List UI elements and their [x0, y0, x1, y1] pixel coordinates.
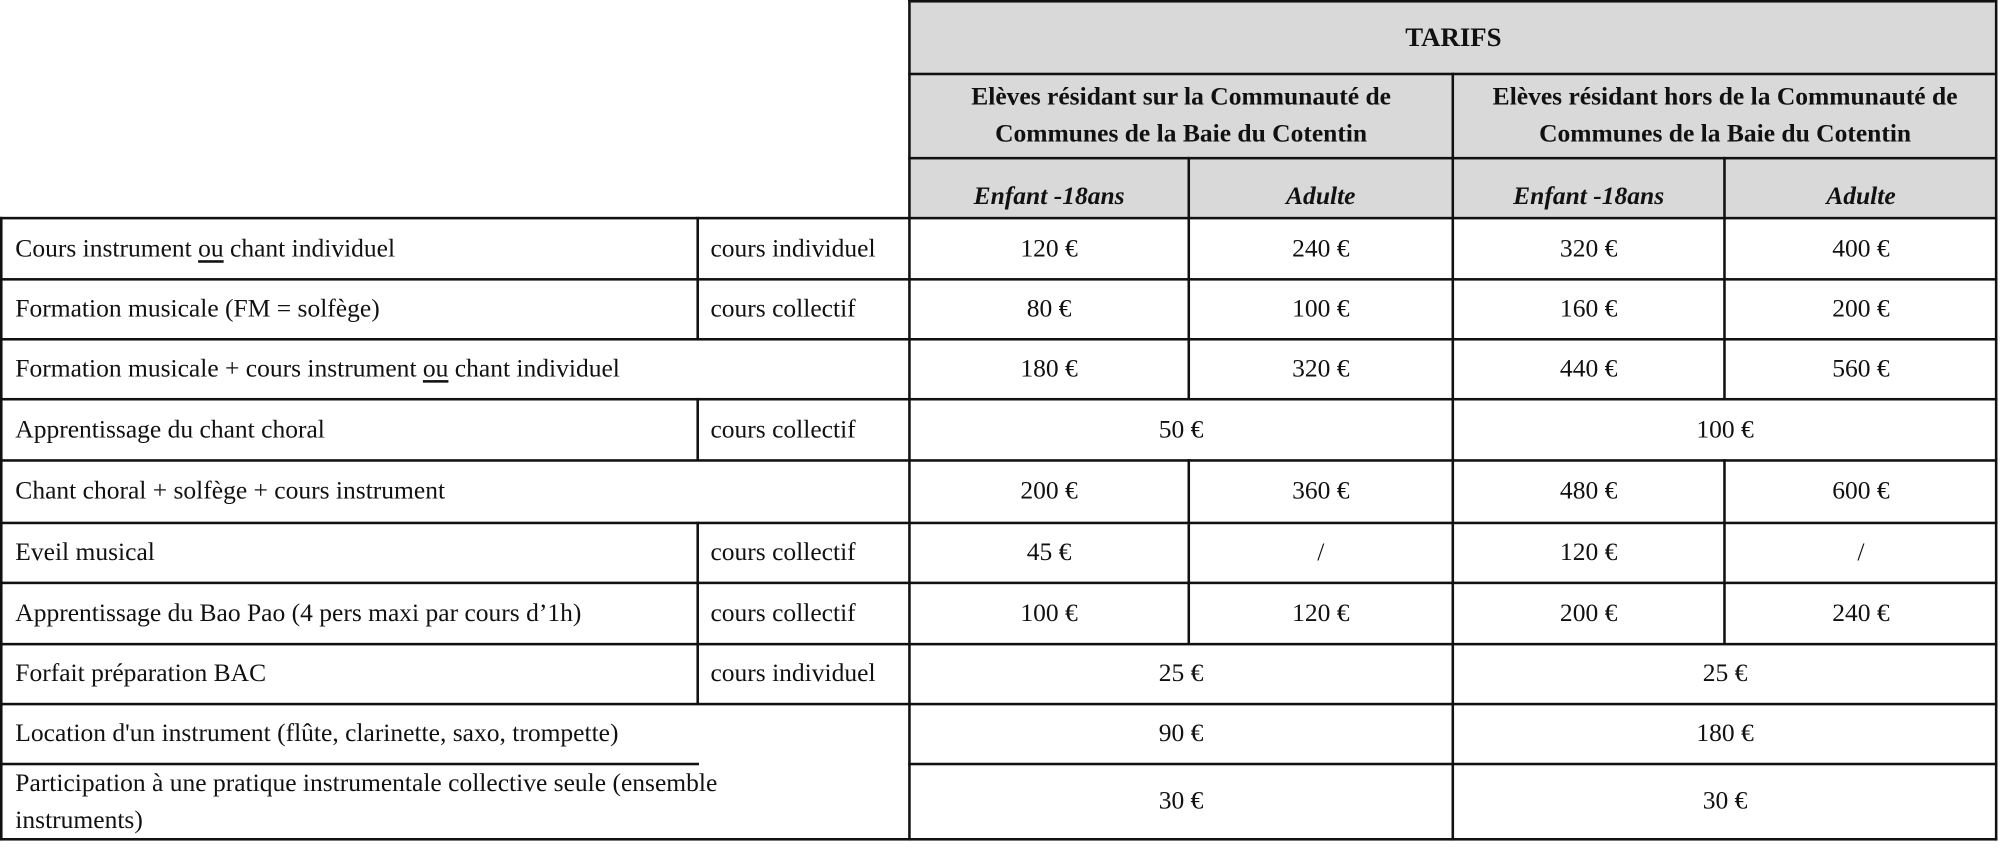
- price-cell: 50 €: [1158, 415, 1204, 444]
- row-type: cours individuel: [710, 234, 876, 263]
- row-type: cours individuel: [710, 659, 876, 688]
- row-label: [0, 218, 698, 279]
- price-cell: /: [1857, 538, 1865, 567]
- price-cell: 200 €: [1832, 294, 1890, 323]
- row-label: Chant choral + solfège + cours instrument: [15, 477, 446, 506]
- price-cell: 120 €: [1020, 234, 1078, 263]
- row-label: Apprentissage du Bao Pao (4 pers maxi par cours d’1h): [15, 598, 582, 627]
- row-label: Location d'un instrument (flûte, clarinette, saxo, trompette): [15, 719, 619, 748]
- price-cell: 45 €: [1026, 538, 1072, 567]
- row-type: cours collectif: [710, 598, 856, 627]
- row-type: cours collectif: [710, 538, 856, 567]
- row-label-text: Formation musicale + cours instrument ou chant individuel: [15, 354, 620, 383]
- subheader-outside-child: Enfant -18ans: [1453, 158, 1725, 218]
- price-cell: 80 €: [1026, 294, 1072, 323]
- price-cell: 200 €: [1559, 598, 1618, 627]
- row-label: Formation musicale (FM = solfège): [15, 294, 380, 323]
- row-type: cours collectif: [710, 294, 856, 323]
- price-cell: 25 €: [1702, 659, 1748, 688]
- price-cell: 200 €: [1020, 477, 1078, 506]
- subheader-inside-child: Enfant -18ans: [909, 158, 1188, 218]
- group-header-outside: Elèves résidant hors de la Communauté de Communes de la Baie du Cotentin: [1453, 74, 1998, 158]
- row-label: [0, 339, 909, 399]
- price-cell: 90 €: [1158, 719, 1204, 748]
- price-cell: 320 €: [1292, 354, 1350, 383]
- price-cell: 30 €: [1158, 786, 1204, 816]
- price-cell: 240 €: [1292, 234, 1350, 263]
- price-cell: 180 €: [1020, 354, 1078, 383]
- price-cell: 160 €: [1559, 294, 1618, 323]
- price-cell: 240 €: [1832, 598, 1890, 627]
- row-label: Forfait préparation BAC: [15, 659, 267, 688]
- row-label: Eveil musical: [15, 538, 155, 567]
- price-cell: 120 €: [1292, 598, 1350, 627]
- price-cell: 320 €: [1559, 234, 1618, 263]
- price-cell: 560 €: [1832, 354, 1890, 383]
- price-cell: 400 €: [1832, 234, 1890, 263]
- price-cell: 120 €: [1559, 538, 1618, 567]
- price-cell: 180 €: [1696, 719, 1754, 748]
- row-label-text: Cours instrument ou chant individuel: [15, 234, 396, 263]
- price-cell: 100 €: [1292, 294, 1350, 323]
- price-cell: 100 €: [1696, 415, 1754, 444]
- row-label: Participation à une pratique instrumentale collective seule (ensemble instruments): [15, 768, 718, 834]
- table-title: TARIFS: [909, 1, 1997, 74]
- group-header-inside: Elèves résidant sur la Communauté de Communes de la Baie du Cotentin: [909, 74, 1452, 158]
- price-cell: 480 €: [1559, 477, 1618, 506]
- price-cell: /: [1317, 538, 1325, 567]
- price-cell: 360 €: [1292, 477, 1350, 506]
- price-cell: 30 €: [1702, 786, 1748, 816]
- price-cell: 600 €: [1832, 477, 1890, 506]
- subheader-outside-adult: Adulte: [1724, 158, 1997, 218]
- price-cell: 100 €: [1020, 598, 1078, 627]
- row-type: cours collectif: [710, 415, 856, 444]
- price-cell: 25 €: [1158, 659, 1204, 688]
- price-cell: 440 €: [1559, 354, 1618, 383]
- row-label: Apprentissage du chant choral: [15, 415, 325, 444]
- subheader-inside-adult: Adulte: [1189, 158, 1453, 218]
